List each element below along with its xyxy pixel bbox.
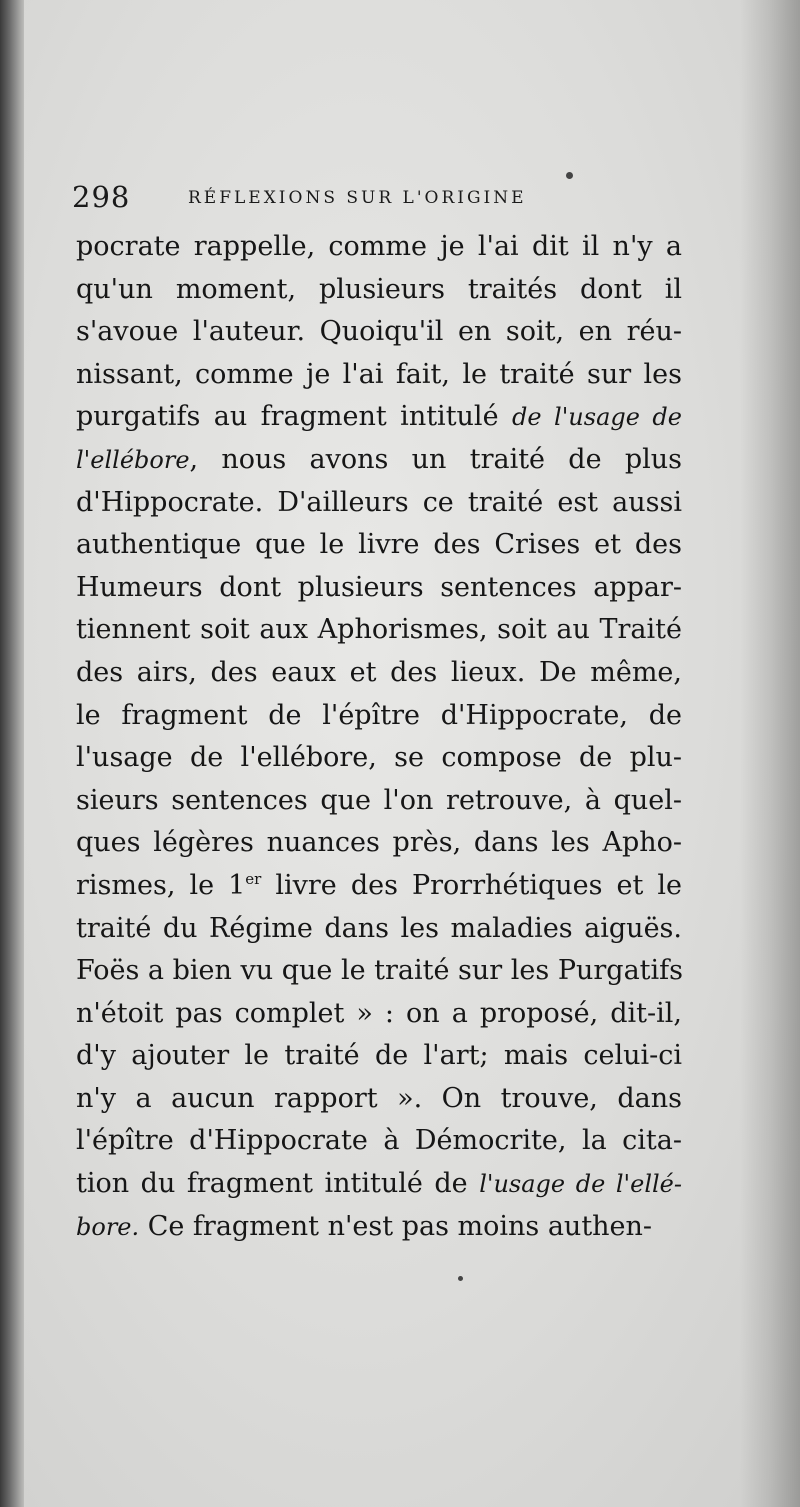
text-line <box>76 865 682 908</box>
text-segment: Foës a bien vu que le traité sur les Purgatifs <box>76 955 683 987</box>
ink-speck <box>566 172 573 179</box>
italic-text: bore. <box>76 1212 140 1241</box>
text-segment: tion du fragment intitulé de <box>76 1168 480 1200</box>
superscript: er <box>245 869 262 888</box>
text-line <box>76 950 682 993</box>
body-text <box>76 226 682 1248</box>
text-segment: , nous avons un traité de plus <box>189 443 682 475</box>
text-segment: pocrate rappelle, comme je l'ai dit il n'y a <box>76 231 682 262</box>
text-line <box>76 1078 682 1121</box>
text-line <box>76 1163 682 1206</box>
text-line <box>76 822 682 865</box>
text-segment: le fragment de l'épître d'Hippocrate, de <box>76 699 682 731</box>
text-segment: l'épître d'Hippocrate à Démocrite, la cita- <box>76 1125 682 1157</box>
page-number: 298 <box>72 180 131 214</box>
text-line <box>76 737 682 780</box>
text-line <box>76 780 682 823</box>
text-segment: rismes, le 1 <box>76 869 246 901</box>
text-segment: purgatifs au fragment intitulé <box>76 401 512 433</box>
text-segment: n'y a aucun rapport ». On trouve, dans <box>76 1082 682 1114</box>
text-line <box>76 311 682 354</box>
text-line <box>76 567 682 610</box>
text-segment: Ce fragment n'est pas moins authen- <box>139 1210 653 1242</box>
text-line <box>76 1206 682 1249</box>
text-line <box>76 482 682 525</box>
text-segment: ques légères nuances près, dans les Apho- <box>76 827 682 859</box>
italic-text: l'ellébore <box>76 445 190 474</box>
text-line <box>76 396 682 439</box>
page-header <box>70 180 690 220</box>
text-segment: n'étoit pas complet » : on a proposé, dit-il, <box>76 997 682 1029</box>
text-line <box>76 652 682 695</box>
text-segment: livre des Prorrhétiques et le <box>261 869 682 901</box>
text-line <box>76 1120 682 1163</box>
ink-speck <box>458 1276 463 1281</box>
page-edge-shadow <box>740 0 800 1507</box>
italic-text: l'usage de l'ellé- <box>479 1170 682 1199</box>
text-segment: des airs, des eaux et des lieux. De même, <box>76 656 682 688</box>
text-segment: tiennent soit aux Aphorismes, soit au Traité <box>76 614 682 646</box>
text-line <box>76 695 682 738</box>
text-segment: traité du Régime dans les maladies aiguës. <box>76 912 682 944</box>
text-line <box>76 226 682 269</box>
page-gutter-shadow <box>0 0 24 1507</box>
text-line <box>76 439 682 482</box>
text-segment: d'Hippocrate. D'ailleurs ce traité est aussi <box>76 486 682 518</box>
text-segment: nissant, comme je l'ai fait, le traité sur les <box>76 358 682 390</box>
text-segment: sieurs sentences que l'on retrouve, à quel- <box>76 784 682 816</box>
text-segment: d'y ajouter le traité de l'art; mais celui-ci <box>76 1040 682 1072</box>
text-segment: s'avoue l'auteur. Quoiqu'il en soit, en réu- <box>76 316 682 348</box>
running-head: RÉFLEXIONS SUR L'ORIGINE <box>188 188 527 208</box>
text-segment: l'usage de l'ellébore, se compose de plu- <box>76 742 682 774</box>
text-line <box>76 908 682 951</box>
italic-text: de l'usage de <box>511 403 682 432</box>
text-line <box>76 993 682 1036</box>
text-line <box>76 269 682 312</box>
text-line <box>76 609 682 652</box>
text-segment: authentique que le livre des Crises et des <box>76 529 682 561</box>
text-segment: Humeurs dont plusieurs sentences appar- <box>76 571 682 603</box>
text-line <box>76 354 682 397</box>
text-line <box>76 524 682 567</box>
text-line <box>76 1035 682 1078</box>
text-segment: qu'un moment, plusieurs traités dont il <box>76 273 682 305</box>
